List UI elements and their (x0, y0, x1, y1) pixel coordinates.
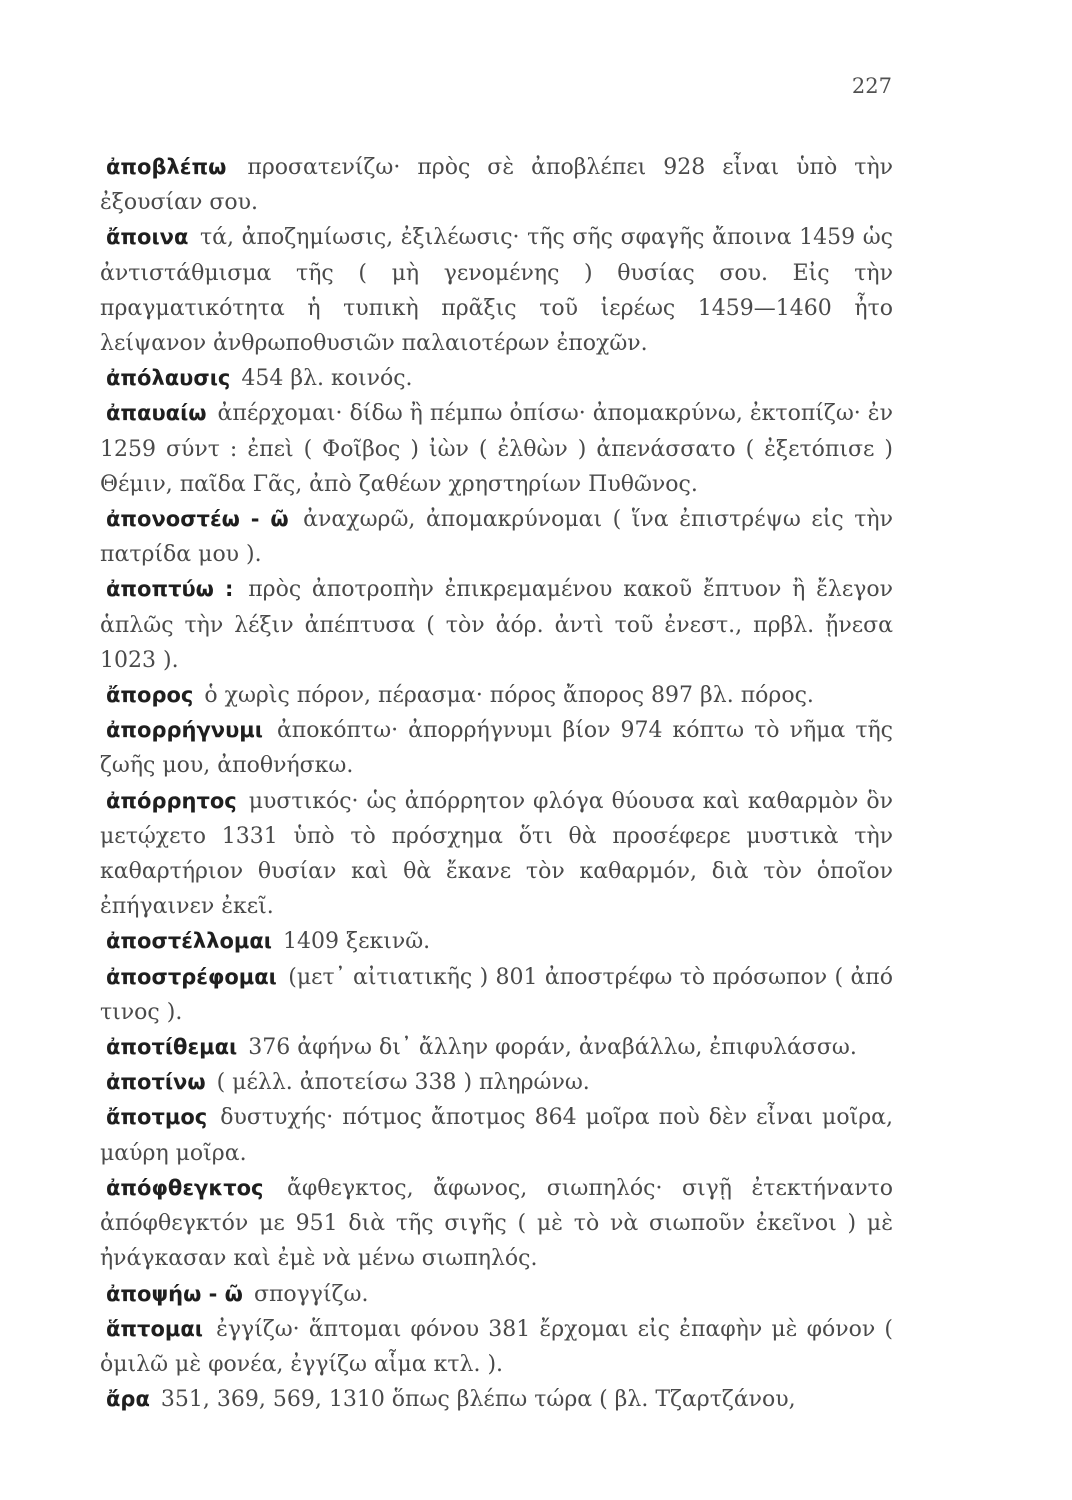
headword: ἄρα (106, 1387, 150, 1412)
headword: ἄποινα (106, 225, 189, 250)
headword: ἀποβλέπω (106, 155, 227, 179)
definition: 454 βλ. κοινός. (241, 366, 413, 392)
definition: ἀναχωρῶ, ἀπομακρύνομαι ( ἵνα ἐπιστρέψω εἰς τὴν πατρίδα μου ). (100, 507, 893, 568)
lexicon-entry (100, 502, 893, 572)
definition: πρὸς ἀποτροπὴν ἐπικρεμαμένου κακοῦ ἔπτυον ἢ ἔλεγον ἁπλῶς τὴν λέξιν ἀπέπτυσα ( τὸν ἀόρ. ἀντὶ τοῦ ἐνεστ., πρβλ. ᾔνεσα 1023 ). (100, 577, 894, 673)
definition: ἀπέρχομαι· δίδω ἢ πέμπω ὀπίσω· ἀπομακρύνω, ἐκτοπίζω· ἐν 1259 σύντ : ἐπεὶ ( Φοῖβος ) ἰὼν ( ἐλθὼν ) ἀπενάσσατο ( ἐξετόπισε ) Θέμιν, παῖδα Γᾶς, ἀπὸ ζαθέων χρηστηρίων Πυθῶνος. (100, 401, 893, 497)
headword: ἄπορος (106, 683, 194, 708)
definition: (μετ᾽ αἰτιατικῆς ) 801 ἀποστρέφω τὸ πρόσωπον ( ἀπό τινος ). (100, 964, 894, 1025)
lexicon-entry (100, 150, 893, 220)
definition: 376 ἀφήνω δι᾽ ἄλλην φοράν, ἀναβάλλω, ἐπιφυλάσσω. (248, 1035, 857, 1061)
headword: ἀπαυαίω (106, 401, 207, 426)
lexicon-entry (100, 960, 893, 1030)
lexicon-entry (100, 1277, 893, 1312)
lexicon-entry (100, 678, 893, 713)
lexicon-entry (100, 220, 893, 361)
headword: ἅπτομαι (106, 1316, 203, 1341)
page-number: 227 (851, 74, 892, 98)
headword: ἀποστέλλομαι (106, 929, 272, 954)
headword: ἀπόφθεγκτος (106, 1175, 264, 1200)
lexicon-entry (100, 1100, 893, 1170)
definition: ( μέλλ. ἀποτείσω 338 ) πληρώνω. (216, 1070, 590, 1096)
definition: δυστυχής· πότμος ἄποτμος 864 μοῖρα ποὺ δὲν εἶναι μοῖρα, μαύρη μοῖρα. (100, 1105, 894, 1166)
headword: ἀποπτύω : (106, 577, 234, 602)
definition: μυστικός· ὡς ἀπόρρητον φλόγα θύουσα καὶ καθαρμὸν ὃν μετῴχετο 1331 ὑπὸ τὸ πρόσχημα ὅτι θὰ προσέφερε μυστικὰ τὴν καθαρτήριον θυσίαν καὶ θὰ ἔκανε τὸν καθαρμόν, διὰ τὸν ὁποῖον ἐπήγαινεν ἐκεῖ. (100, 788, 894, 920)
definition: προσατενίζω· πρὸς σὲ ἀποβλέπει 928 εἶναι ὑπὸ τὴν ἐξουσίαν σου. (100, 155, 894, 216)
headword: ἀποψήω - ῶ (106, 1281, 243, 1306)
lexicon-entry (100, 1382, 893, 1417)
lexicon-entry (100, 572, 893, 678)
lexicon-entry (100, 924, 893, 959)
lexicon-entry (100, 713, 893, 783)
headword: ἀπόλαυσις (106, 366, 231, 391)
definition: ἀποκόπτω· ἀπορρήγνυμι βίον 974 κόπτω τὸ νῆμα τῆς ζωῆς μου, ἀποθνήσκω. (100, 718, 893, 779)
definition: ὁ χωρὶς πόρον, πέρασμα· πόρος ἄπορος 897 βλ. πόρος. (204, 683, 814, 709)
definition: ἄφθεγκτος, ἄφωνος, σιωπηλός· σιγῇ ἐτεκτήναντο ἀπόφθεγκτόν με 951 διὰ τῆς σιγῆς ( μὲ τὸ νὰ σιωποῦν ἐκεῖνοι ) μὲ ἠνάγκασαν καὶ ἐμὲ νὰ μένω σιωπηλός. (100, 1175, 893, 1272)
definition: τά, ἀποζημίωσις, ἐξιλέωσις· τῆς σῆς σφαγῆς ἄποινα 1459 ὡς ἀντιστάθμισμα τῆς ( μὴ γενομένης ) θυσίας σου. Εἰς τὴν πραγματικότητα ἡ τυπικὴ πρᾶξις τοῦ ἱερέως 1459—1460 ἦτο λείψανον ἀνθρωποθυσιῶν παλαιοτέρων ἐποχῶν. (100, 225, 894, 357)
definition: 351, 369, 569, 1310 ὅπως βλέπω τώρα ( βλ. Τζαρτζάνου, (160, 1387, 796, 1413)
lexicon-entry (100, 1312, 893, 1382)
lexicon-entry (100, 1171, 893, 1277)
headword: ἀποτίθεμαι (106, 1035, 238, 1060)
definition: ἐγγίζω· ἅπτομαι φόνου 381 ἔρχομαι εἰς ἐπαφὴν μὲ φόνον ( ὁμιλῶ μὲ φονέα, ἐγγίζω αἷμα κτλ. ). (100, 1316, 893, 1377)
headword: ἄποτμος (106, 1105, 208, 1130)
headword: ἀπορρήγνυμι (106, 718, 263, 743)
headword: ἀποστρέφομαι (106, 964, 277, 989)
lexicon-entry (100, 1030, 893, 1065)
lexicon-entries (100, 150, 893, 1417)
lexicon-entry (100, 1065, 893, 1100)
lexicon-entry (100, 396, 893, 502)
definition: 1409 ξεκινῶ. (282, 929, 431, 955)
headword: ἀπονοστέω - ῶ (106, 507, 289, 532)
definition: σπογγίζω. (253, 1281, 369, 1307)
headword: ἀπόρρητος (106, 788, 237, 813)
lexicon-entry (100, 784, 893, 925)
lexicon-entry (100, 361, 893, 396)
headword: ἀποτίνω (106, 1070, 206, 1095)
